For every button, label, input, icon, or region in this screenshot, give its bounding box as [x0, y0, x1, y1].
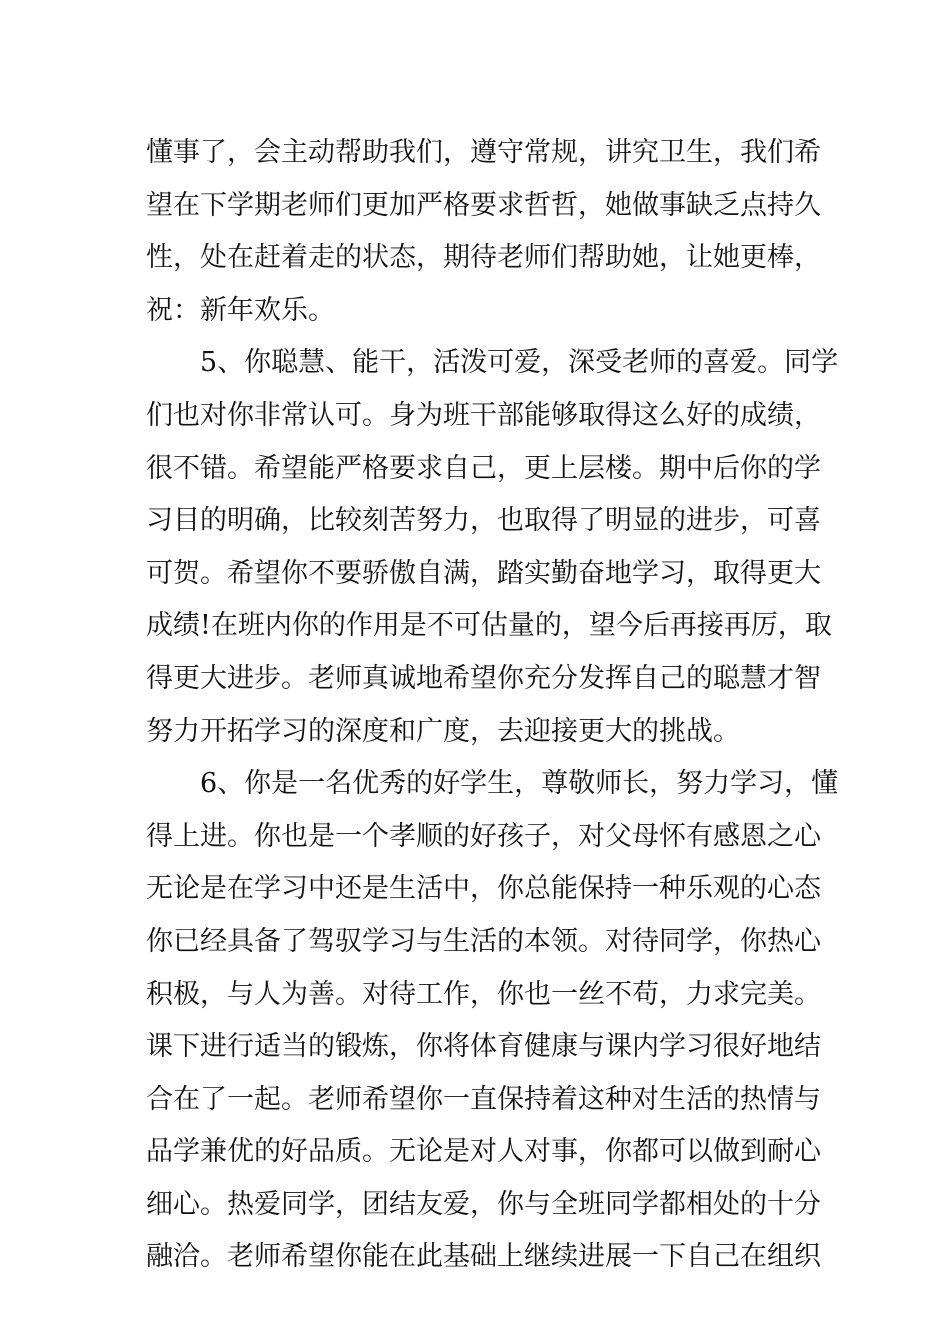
- text-line: 细心。热爱同学，团结友爱，你与全班同学都相处的十分: [146, 1188, 821, 1220]
- text-line: 可贺。希望你不要骄傲自满，踏实勤奋地学习，取得更大: [146, 557, 821, 589]
- text-line: 积极，与人为善。对待工作，你也一丝不苟，力求完美。: [146, 978, 821, 1010]
- body-text: [146, 127, 839, 1284]
- text-line: 懂事了，会主动帮助我们，遵守常规，讲究卫生，我们希: [146, 137, 821, 168]
- text-line: 性，处在赶着走的状态，期待老师们帮助她，让她更棒，: [146, 242, 821, 274]
- text-line: 5、你聪慧、能干，活泼可爱，深受老师的喜爱。同学: [200, 347, 839, 379]
- text-line: 成绩!在班内你的作用是不可估量的，望今后再接再厉，取: [146, 610, 832, 642]
- text-line: 品学兼优的好品质。无论是对人对事，你都可以做到耐心: [146, 1136, 821, 1168]
- text-line: 得上进。你也是一个孝顺的好孩子，对父母怀有感恩之心: [146, 820, 821, 852]
- text-line: 们也对你非常认可。身为班干部能够取得这么好的成绩，: [146, 399, 821, 431]
- text-line: 无论是在学习中还是生活中，你总能保持一种乐观的心态: [146, 873, 821, 905]
- text-line: 祝：新年欢乐。: [146, 294, 335, 326]
- text-line: 融洽。老师希望你能在此基础上继续进展一下自己在组织: [146, 1241, 821, 1273]
- text-line: 你已经具备了驾驭学习与生活的本领。对待同学，你热心: [146, 925, 821, 957]
- text-line: 合在了一起。老师希望你一直保持着这种对生活的热情与: [146, 1083, 821, 1115]
- text-line: 6、你是一名优秀的好学生，尊敬师长，努力学习，懂: [200, 768, 839, 800]
- text-line: 课下进行适当的锻炼，你将体育健康与课内学习很好地结: [146, 1031, 821, 1063]
- text-line: 很不错。希望能严格要求自己，更上层楼。期中后你的学: [146, 452, 821, 484]
- text-line: 努力开拓学习的深度和广度，去迎接更大的挑战。: [146, 715, 740, 747]
- text-line: 得更大进步。老师真诚地希望你充分发挥自己的聪慧才智: [146, 662, 821, 694]
- text-line: 望在下学期老师们更加严格要求哲哲，她做事缺乏点持久: [146, 189, 821, 221]
- text-line: 习目的明确，比较刻苦努力，也取得了明显的进步，可喜: [146, 505, 821, 537]
